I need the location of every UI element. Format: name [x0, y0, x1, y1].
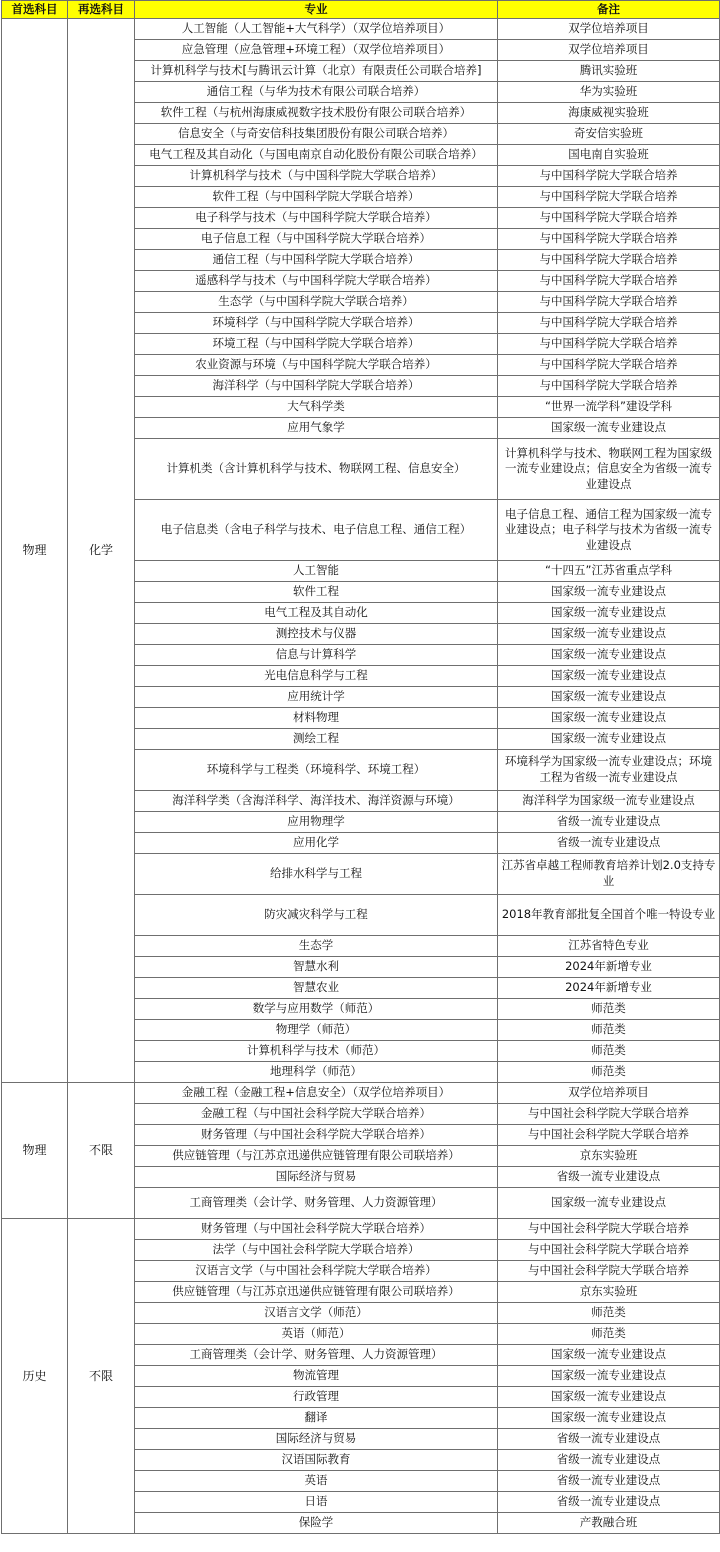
major-cell: 测控技术与仪器 [135, 624, 498, 645]
note-cell: 与中国科学院大学联合培养 [498, 334, 720, 355]
major-cell: 电气工程及其自动化 [135, 603, 498, 624]
major-table [1, 0, 720, 1534]
note-cell: 江苏省卓越工程师教育培养计划2.0支持专业 [498, 854, 720, 895]
major-cell: 应用物理学 [135, 812, 498, 833]
major-cell: 电子科学与技术（与中国科学院大学联合培养） [135, 208, 498, 229]
major-cell: 工商管理类（会计学、财务管理、人力资源管理） [135, 1188, 498, 1219]
note-cell: 双学位培养项目 [498, 19, 720, 40]
major-cell: 计算机科学与技术[与腾讯云计算（北京）有限责任公司联合培养] [135, 61, 498, 82]
major-cell: 软件工程（与杭州海康威视数字技术股份有限公司联合培养） [135, 103, 498, 124]
note-cell: 与中国科学院大学联合培养 [498, 250, 720, 271]
note-cell: 腾讯实验班 [498, 61, 720, 82]
note-cell: 京东实验班 [498, 1282, 720, 1303]
note-cell: 京东实验班 [498, 1146, 720, 1167]
note-cell: 海康威视实验班 [498, 103, 720, 124]
note-cell: 华为实验班 [498, 82, 720, 103]
note-cell: 国家级一流专业建设点 [498, 645, 720, 666]
major-cell: 信息与计算科学 [135, 645, 498, 666]
note-cell: 与中国社会科学院大学联合培养 [498, 1104, 720, 1125]
major-cell: 计算机类（含计算机科学与技术、物联网工程、信息安全） [135, 439, 498, 500]
note-cell: 与中国社会科学院大学联合培养 [498, 1219, 720, 1240]
major-cell: 海洋科学类（含海洋科学、海洋技术、海洋资源与环境） [135, 791, 498, 812]
major-cell: 翻译 [135, 1408, 498, 1429]
major-cell: 电气工程及其自动化（与国电南京自动化股份有限公司联合培养） [135, 145, 498, 166]
note-cell: 与中国社会科学院大学联合培养 [498, 1125, 720, 1146]
note-cell: 与中国社会科学院大学联合培养 [498, 1240, 720, 1261]
table-row [2, 1083, 720, 1104]
major-cell: 智慧水利 [135, 957, 498, 978]
table-row [2, 19, 720, 40]
major-cell: 供应链管理（与江苏京迅递供应链管理有限公司联培养） [135, 1146, 498, 1167]
major-cell: 测绘工程 [135, 729, 498, 750]
major-cell: 人工智能（人工智能+大气科学）（双学位培养项目） [135, 19, 498, 40]
note-cell: 国家级一流专业建设点 [498, 687, 720, 708]
major-cell: 生态学（与中国科学院大学联合培养） [135, 292, 498, 313]
header-first-subject: 首选科目 [2, 1, 68, 19]
major-cell: 环境工程（与中国科学院大学联合培养） [135, 334, 498, 355]
major-cell: 信息安全（与奇安信科技集团股份有限公司联合培养） [135, 124, 498, 145]
major-cell: 计算机科学与技术（与中国科学院大学联合培养） [135, 166, 498, 187]
note-cell: 与中国科学院大学联合培养 [498, 187, 720, 208]
note-cell: 电子信息工程、通信工程为国家级一流专业建设点；电子科学与技术为省级一流专业建设点 [498, 500, 720, 561]
note-cell: 省级一流专业建设点 [498, 833, 720, 854]
major-cell: 生态学 [135, 936, 498, 957]
major-cell: 英语（师范） [135, 1324, 498, 1345]
major-cell: 防灾减灾科学与工程 [135, 895, 498, 936]
note-cell: 国家级一流专业建设点 [498, 418, 720, 439]
major-cell: 国际经济与贸易 [135, 1429, 498, 1450]
note-cell: 师范类 [498, 1020, 720, 1041]
header-major: 专业 [135, 1, 498, 19]
note-cell: 国家级一流专业建设点 [498, 1345, 720, 1366]
note-cell: 与中国社会科学院大学联合培养 [498, 1261, 720, 1282]
note-cell: 奇安信实验班 [498, 124, 720, 145]
table-header [2, 1, 720, 19]
major-cell: 英语 [135, 1471, 498, 1492]
major-cell: 日语 [135, 1492, 498, 1513]
major-cell: 供应链管理（与江苏京迅递供应链管理有限公司联培养） [135, 1282, 498, 1303]
major-cell: 计算机科学与技术（师范） [135, 1041, 498, 1062]
note-cell: 与中国科学院大学联合培养 [498, 292, 720, 313]
note-cell: 与中国科学院大学联合培养 [498, 376, 720, 397]
major-cell: 工商管理类（会计学、财务管理、人力资源管理） [135, 1345, 498, 1366]
major-cell: 电子信息工程（与中国科学院大学联合培养） [135, 229, 498, 250]
note-cell: 师范类 [498, 999, 720, 1020]
major-cell: 财务管理（与中国社会科学院大学联合培养） [135, 1219, 498, 1240]
major-cell: 法学（与中国社会科学院大学联合培养） [135, 1240, 498, 1261]
major-cell: 应用气象学 [135, 418, 498, 439]
major-cell: 数学与应用数学（师范） [135, 999, 498, 1020]
note-cell: 国家级一流专业建设点 [498, 1366, 720, 1387]
second-subject-cell: 化学 [68, 19, 135, 1083]
major-cell: 物流管理 [135, 1366, 498, 1387]
table-body [2, 19, 720, 1534]
note-cell: 计算机科学与技术、物联网工程为国家级一流专业建设点；信息安全为省级一流专业建设点 [498, 439, 720, 500]
note-cell: 省级一流专业建设点 [498, 1450, 720, 1471]
major-cell: 行政管理 [135, 1387, 498, 1408]
header-row [2, 1, 720, 19]
note-cell: 与中国科学院大学联合培养 [498, 313, 720, 334]
note-cell: 2024年新增专业 [498, 978, 720, 999]
major-cell: 软件工程（与中国科学院大学联合培养） [135, 187, 498, 208]
note-cell: 省级一流专业建设点 [498, 1429, 720, 1450]
note-cell: 省级一流专业建设点 [498, 1471, 720, 1492]
major-cell: 金融工程（与中国社会科学院大学联合培养） [135, 1104, 498, 1125]
major-cell: 智慧农业 [135, 978, 498, 999]
note-cell: 省级一流专业建设点 [498, 1492, 720, 1513]
major-cell: 汉语言文学（师范） [135, 1303, 498, 1324]
note-cell: “世界一流学科”建设学科 [498, 397, 720, 418]
major-cell: 材料物理 [135, 708, 498, 729]
major-cell: 给排水科学与工程 [135, 854, 498, 895]
major-cell: 大气科学类 [135, 397, 498, 418]
note-cell: 省级一流专业建设点 [498, 812, 720, 833]
note-cell: 师范类 [498, 1041, 720, 1062]
header-second-subject: 再选科目 [68, 1, 135, 19]
major-cell: 财务管理（与中国社会科学院大学联合培养） [135, 1125, 498, 1146]
major-cell: 汉语国际教育 [135, 1450, 498, 1471]
note-cell: 双学位培养项目 [498, 1083, 720, 1104]
major-cell: 物理学（师范） [135, 1020, 498, 1041]
first-subject-cell: 历史 [2, 1219, 68, 1534]
major-cell: 光电信息科学与工程 [135, 666, 498, 687]
major-cell: 软件工程 [135, 582, 498, 603]
note-cell: 与中国科学院大学联合培养 [498, 355, 720, 376]
note-cell: 与中国科学院大学联合培养 [498, 166, 720, 187]
major-cell: 应用化学 [135, 833, 498, 854]
note-cell: 与中国科学院大学联合培养 [498, 208, 720, 229]
note-cell: 江苏省特色专业 [498, 936, 720, 957]
major-cell: 汉语言文学（与中国社会科学院大学联合培养） [135, 1261, 498, 1282]
second-subject-cell: 不限 [68, 1083, 135, 1219]
major-cell: 电子信息类（含电子科学与技术、电子信息工程、通信工程） [135, 500, 498, 561]
major-cell: 通信工程（与华为技术有限公司联合培养） [135, 82, 498, 103]
note-cell: 国家级一流专业建设点 [498, 624, 720, 645]
note-cell: 国家级一流专业建设点 [498, 603, 720, 624]
major-cell: 应用统计学 [135, 687, 498, 708]
major-cell: 海洋科学（与中国科学院大学联合培养） [135, 376, 498, 397]
note-cell: 与中国科学院大学联合培养 [498, 271, 720, 292]
note-cell: 国家级一流专业建设点 [498, 1408, 720, 1429]
major-cell: 保险学 [135, 1513, 498, 1534]
first-subject-cell: 物理 [2, 1083, 68, 1219]
note-cell: 2024年新增专业 [498, 957, 720, 978]
major-cell: 地理科学（师范） [135, 1062, 498, 1083]
major-cell: 金融工程（金融工程+信息安全）（双学位培养项目） [135, 1083, 498, 1104]
note-cell: 师范类 [498, 1062, 720, 1083]
major-cell: 通信工程（与中国科学院大学联合培养） [135, 250, 498, 271]
note-cell: 2018年教育部批复全国首个唯一特设专业 [498, 895, 720, 936]
note-cell: “十四五”江苏省重点学科 [498, 561, 720, 582]
major-cell: 农业资源与环境（与中国科学院大学联合培养） [135, 355, 498, 376]
note-cell: 国家级一流专业建设点 [498, 729, 720, 750]
note-cell: 师范类 [498, 1324, 720, 1345]
table-row [2, 1219, 720, 1240]
note-cell: 国家级一流专业建设点 [498, 1188, 720, 1219]
note-cell: 与中国科学院大学联合培养 [498, 229, 720, 250]
first-subject-cell: 物理 [2, 19, 68, 1083]
note-cell: 产教融合班 [498, 1513, 720, 1534]
major-cell: 国际经济与贸易 [135, 1167, 498, 1188]
major-cell: 应急管理（应急管理+环境工程）（双学位培养项目） [135, 40, 498, 61]
note-cell: 国电南自实验班 [498, 145, 720, 166]
note-cell: 环境科学为国家级一流专业建设点；环境工程为省级一流专业建设点 [498, 750, 720, 791]
note-cell: 海洋科学为国家级一流专业建设点 [498, 791, 720, 812]
major-cell: 人工智能 [135, 561, 498, 582]
major-cell: 遥感科学与技术（与中国科学院大学联合培养） [135, 271, 498, 292]
major-cell: 环境科学与工程类（环境科学、环境工程） [135, 750, 498, 791]
major-cell: 环境科学（与中国科学院大学联合培养） [135, 313, 498, 334]
note-cell: 国家级一流专业建设点 [498, 708, 720, 729]
note-cell: 省级一流专业建设点 [498, 1167, 720, 1188]
header-note: 备注 [498, 1, 720, 19]
note-cell: 师范类 [498, 1303, 720, 1324]
note-cell: 国家级一流专业建设点 [498, 666, 720, 687]
note-cell: 国家级一流专业建设点 [498, 1387, 720, 1408]
note-cell: 国家级一流专业建设点 [498, 582, 720, 603]
second-subject-cell: 不限 [68, 1219, 135, 1534]
note-cell: 双学位培养项目 [498, 40, 720, 61]
